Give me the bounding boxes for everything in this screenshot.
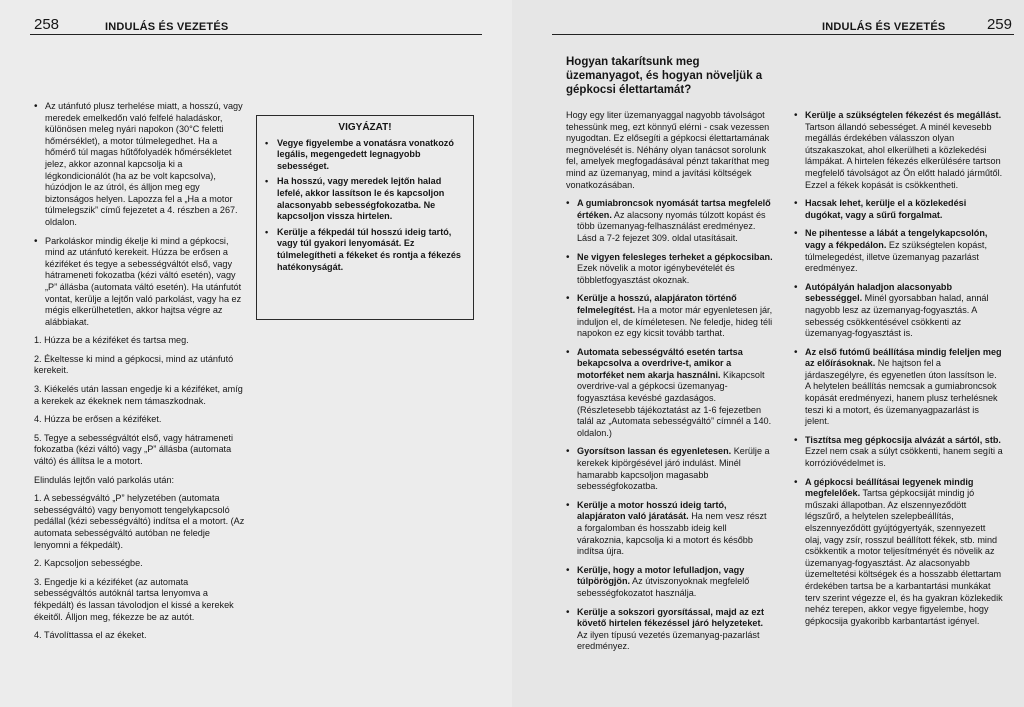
- tip-item: [794, 228, 1004, 274]
- tip-heading: A gépkocsi beállításai legyenek mindig megfelelőek.: [805, 476, 974, 499]
- step: 4. Távolíttassa el az ékeket.: [34, 630, 147, 641]
- tip-text: Ha nem vesz részt a forgalomban és hosszabb ideig kell várakoznia, kapcsolja ki a motort és később indítsa újra.: [577, 511, 767, 557]
- tip-heading: Kerülje a szükségtelen fékezést és megállást.: [805, 110, 1002, 120]
- tip-heading: Ne vigyen felesleges terheket a gépkocsiban.: [577, 251, 773, 262]
- tip-item: [566, 446, 774, 492]
- right-column: [794, 110, 1004, 634]
- intro-paragraph: Hogy egy liter üzemanyaggal nagyobb távolságot tehessünk meg, ezt könnyű elérni - csak vezessen nyugodtan. Ez elősegíti a gépkocsi élettartamának megnövelését is. Néhány olyan tanácsot sorolunk fel, amelyek megfogadásával pénzt takaríthat meg mind az üzemanyag, mind a javítási költségek vonatkozásában.: [566, 110, 770, 190]
- tip-heading: Hacsak lehet, kerülje el a közlekedési dugókat, vagy a sűrű forgalmat.: [805, 198, 967, 220]
- left-page-header: [30, 14, 482, 35]
- step: 2. Ékeltesse ki mind a gépkocsi, mind az utánfutó kerekeit.: [34, 353, 234, 376]
- warning-item: • Ha hosszú, vagy meredek lejtőn halad lefelé, akkor lassítson le és kapcsoljon alacsonyabb sebességfokozatba. Ne kapcsoljon vissza hirtelen.: [265, 176, 465, 222]
- page-number: 259: [986, 16, 1012, 33]
- tip-text: Kikapcsolt overdrive-val a gépkocsi üzemanyag-fogyasztása kevésbé gazdaságos. (Részletesebb tájékoztatást az 1-6 fejezetben talál az „Automata sebességváltó” címnél a 140. oldalon.): [577, 369, 772, 438]
- tip-item: [794, 477, 1004, 628]
- warning-item: • Kerülje a fékpedál túl hosszú ideig tartó, vagy túl gyakori lenyomását. Ez túlmelegítheti a fékeket és rontja a fékezés hatékonyságát.: [265, 227, 465, 273]
- tip-heading: Kerülje a motor hosszú ideig tartó, alapjáraton való járatását.: [577, 499, 727, 522]
- section-title: INDULÁS ÉS VEZETÉS: [105, 21, 229, 33]
- tip-item: [794, 282, 1004, 340]
- tip-heading: Gyorsítson lassan és egyenletesen.: [577, 446, 732, 457]
- warning-item: • Vegye figyelembe a vonatásra vonatkozó legális, megengedett legnagyobb sebességet.: [265, 138, 465, 173]
- tip-text: Kerülje a kerekek kipörgésével járó indulást. Minél hamarabb kapcsoljon magasabb sebességfokozatba.: [577, 446, 770, 492]
- warning-title: VIGYÁZAT!: [338, 122, 392, 133]
- tip-heading: Ne pihentesse a lábát a tengelykapcsolón, vagy a fékpedálon.: [805, 228, 988, 250]
- tip-item: [794, 435, 1004, 470]
- tip-heading: Autópályán haladjon alacsonyabb sebességgel.: [805, 281, 953, 304]
- step: 1. A sebességváltó „P” helyzetében (automata sebességváltó) vagy benyomott tengelykapcsoló pedállal (kézi sebességváltó) indítsa el a motort. (Az automata sebességváltó autóban ne feledje lenyomni a fékpedált).: [34, 493, 245, 550]
- tip-item: [566, 198, 774, 244]
- step: 3. Kiékelés után lassan engedje ki a kéziféket, amíg a kerekek az ékeknek nem támaszkodnak.: [34, 384, 243, 406]
- middle-column: [566, 110, 774, 660]
- tip-item: [794, 110, 1004, 191]
- tip-text: Tartsa gépkocsiját mindig jó műszaki állapotban. Az elszennyeződött légszűrő, a helytelen szelepbeállítás, elszennyeződött gyújtógyertyák, szennyezett olaj, vagy zsír, rosszul beállított fékek, stb. mind csökkentik a motor teljesítményét és növelik az üzemanyag-fogyasztást. Az alacsonyabb üzemeltetési költségek és a hosszabb élettartam érdekében tartsa be a karbantartási munkákat terv szerint végezze el, és ha gyakran közlekedik nehéz terepen, akkor vegye figyelembe, hogy gépkocsija gyakoribb karbantartást igényel.: [805, 488, 1003, 626]
- section-title: INDULÁS ÉS VEZETÉS: [822, 21, 946, 33]
- tip-text: Ha a motor már egyenletesen jár, induljon el, de kíméletesen. Ne feledje, hideg téli napokon ez egy kicsit tovább tarthat.: [577, 304, 773, 339]
- tip-item: [566, 252, 774, 287]
- right-page-header: [552, 14, 1014, 35]
- tip-heading: Az első futómű beállítása mindig feleljen meg az előírásoknak.: [805, 346, 1002, 369]
- tip-text: Ne hajtson fel a járdaszegélyre, és egyenetlen úton lassítson le. A helytelen beállítás nemcsak a gumiabroncsok kopását eredményezi, hanem plusz terhelésnek teszi ki a motort, és üzemanyagpazarlást is jelent.: [805, 358, 998, 427]
- step: 5. Tegye a sebességváltót első, vagy hátrameneti fokozatba (kézi váltó) vagy „P” állásba (automata váltó) és állítsa le a motort.: [34, 432, 234, 467]
- tip-text: Az ilyen típusú vezetés üzemanyag-pazarlást eredményez.: [577, 629, 760, 652]
- page-title: Hogyan takarítsunk meg üzemanyagot, és hogyan növeljük a gépkocsi élettartamát?: [566, 56, 763, 96]
- tip-heading: A gumiabroncsok nyomását tartsa megfelelő értéken.: [577, 198, 771, 220]
- tip-text: Ezek növelik a motor igénybevételét és többletfogyasztást okoznak.: [577, 263, 735, 285]
- warning-box: [256, 115, 474, 320]
- step: 1. Húzza be a kéziféket és tartsa meg.: [34, 335, 189, 346]
- step: 2. Kapcsoljon sebességbe.: [34, 558, 143, 569]
- tip-item: [566, 500, 774, 558]
- tip-heading: Kerülje, hogy a motor lefulladjon, vagy túlpörögjön.: [577, 564, 745, 587]
- tip-text: Ez szükségtelen kopást, túlmelegedést, illetve üzemanyag pazarlást eredményez.: [805, 239, 987, 274]
- tip-heading: Automata sebességváltó esetén tartsa bekapcsolva a overdrive-t, amikor a motorféket nem akarja használni.: [577, 346, 743, 380]
- step: 3. Engedje ki a kéziféket (az automata sebességváltós autóknál tartsa lenyomva a fékpedált) és lassan távolodjon el kissé a kerekek ékeitől. Álljon meg, fékezze be az autót.: [34, 576, 234, 622]
- tip-text: Az alacsony nyomás túlzott kopást és több üzemanyag-felhasználást eredményez. Lásd a 7-2 fejezet 309. oldal utasításait.: [577, 209, 766, 243]
- left-column: [34, 101, 246, 649]
- tip-item: [794, 347, 1004, 428]
- tip-heading: Kerülje a hosszú, alapjáraton történő felmelegítést.: [577, 293, 737, 315]
- page-number: 258: [34, 16, 60, 33]
- tip-text: Ezzel nem csak a súlyt csökkenti, hanem segíti a korrózióvédelmet is.: [805, 446, 1003, 469]
- subheading: Elindulás lejtőn való parkolás után:: [34, 474, 175, 485]
- tip-item: [566, 347, 774, 440]
- tip-text: Az útviszonyoknak megfelelő sebességfokozatot használja.: [577, 576, 750, 598]
- paragraph: • Parkoláskor mindig ékelje ki mind a gépkocsi, mind az utánfutó kerekeit. Húzza be erősen a kéziféket és tegye a sebességváltót első, vagy hátrameneti fokozatba (kézi váltó esetén), vagy „P” állásba (automata váltó esetén). Ha utánfutót vontat, kerülje a lejtőn való parkolást, vagy ha ez mégis elkerülhetetlen, akkor hajtsa végre az alábbiakat.: [34, 236, 246, 329]
- tip-text: Minél gyorsabban halad, annál nagyobb lesz az üzemanyag-fogyasztás. A sebesség csökkentésével csökkenti az üzemanyag-fogyasztást is.: [805, 293, 989, 339]
- tip-item: [566, 293, 774, 339]
- tip-item: [566, 565, 774, 600]
- tip-item: [794, 198, 1004, 221]
- step: 4. Húzza be erősen a kéziféket.: [34, 414, 162, 425]
- tip-heading: Tisztítsa meg gépkocsija alvázát a sártól, stb.: [805, 434, 1001, 445]
- tip-item: [566, 607, 774, 653]
- tip-text: Tartson állandó sebességet. A minél kevesebb megállás érdekében válasszon olyan útszakaszokat, ahol elkerülheti a közlekedési lámpákat. A hirtelen fékezés elkerülésére tartson megfelelő távolságot az Ön előtt haladó járműtől. Ezzel a fékek kopását is csökkentheti.: [805, 121, 1003, 190]
- paragraph: • Az utánfutó plusz terhelése miatt, a hosszú, vagy meredek emelkedőn való felfelé haladáskor, különösen meleg nyári napokon (30°C feletti hőmérséklet), a motor túlmelegedhet. Ha a hőmérő túl magas hűtőfolyadék hőmérsékletet jelez, akkor azonnal kapcsolja ki a légkondicionálót (ha az be volt kapcsolva), húzódjon le az útról, és álljon meg egy biztonságos helyen. Lapozza fel a „Ha a motor túlmelegszik” című fejezetet a 4. részben a 267. oldalon.: [34, 101, 246, 229]
- tip-heading: Kerülje a sokszori gyorsítással, majd az ezt követő hirtelen fékezéssel járó helyzeteket.: [577, 606, 765, 629]
